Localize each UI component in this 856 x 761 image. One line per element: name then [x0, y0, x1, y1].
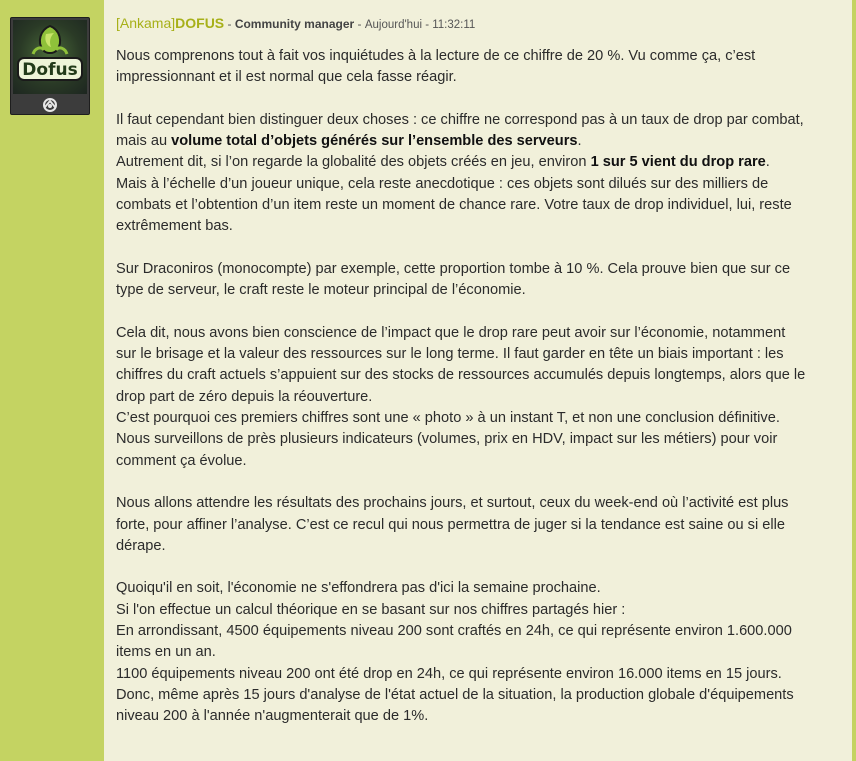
rank-badge — [11, 96, 89, 114]
author-sidebar — [0, 0, 104, 761]
svg-text:Dofus: Dofus — [22, 60, 78, 80]
paragraph: Quoiqu'il en soit, l'économie ne s'effondrera pas d'ici la semaine prochaine. Si l'on effectue un calcul théorique en se basant sur nos chiffres partagés hier : En arrondissant, 4500 équipements niveau 200 sont craftés en 24h, ce qui représente environ 1.600.000 items en un an. 1100 équipements niveau 200 ont été drop en 24h, ce qui représente environ 16.000 items en 15 jours. Donc, même après 15 jours d'analyse de l'état actuel de la situation, la production globale d'équipements niveau 200 à l'année n'augmenterait que de 1%. — [116, 580, 794, 725]
author-role: Community manager — [234, 17, 355, 31]
ankama-badge-icon — [42, 97, 58, 113]
dofus-logo-icon — [13, 20, 87, 94]
post-date: Aujourd'hui - 11:32:11 — [364, 19, 476, 31]
avatar[interactable] — [13, 20, 87, 94]
paragraph: Sur Draconiros (monocompte) par exemple, cette proportion tombe à 10 %. Cela prouve bien que sur ce type de serveur, le craft reste le moteur principal de l’économie. — [116, 260, 791, 299]
bold-text: volume total d’objets générés sur l’ensemble des serveurs — [171, 133, 578, 150]
paragraph: Il faut cependant bien distinguer deux choses : ce chiffre ne correspond pas à un taux de drop par combat, mais au volume total d’objets générés sur l’ensemble des serveurs. Autrement dit, si l’on regarde la globalité des objets créés en jeu, environ 1 sur 5 vient du drop rare. Mais à l’échelle d’un joueur unique, cela reste anecdotique : ces objets sont dilués sur des milliers de combats et l’obtention d’un item reste un moment de chance rare. Votre taux de drop individuel, lui, reste extrêmement bas. — [116, 111, 804, 235]
paragraph: Nous comprenons tout à fait vos inquiétudes à la lecture de ce chiffre de 20 %. Vu comme ça, c’est impressionnant et il est normal que cela fasse réagir. — [116, 48, 756, 86]
bold-text: 1 sur 5 vient du drop rare — [590, 154, 766, 171]
post-content — [104, 0, 852, 761]
avatar-card[interactable] — [10, 17, 90, 115]
frame-edge — [852, 0, 856, 761]
post-body — [116, 46, 806, 749]
author-name-link[interactable]: [Ankama]DOFUS — [116, 15, 225, 31]
post-header: [Ankama]DOFUS - Community manager - Aujourd'hui - 11:32:11 — [116, 15, 476, 31]
paragraph: Cela dit, nous avons bien conscience de l’impact que le drop rare peut avoir sur l’économie, notamment sur le brisage et la valeur des ressources sur le long terme. Il faut garder en tête un biais important : les chiffres du craft actuels s’appuient sur des stocks de ressources accumulés depuis longtemps, alors que le drop part de zéro depuis la réouverture. C’est pourquoi ces premiers chiffres sont une « photo » à un instant T, et non une conclusion définitive. Nous surveillons de près plusieurs indicateurs (volumes, prix en HDV, impact sur les métiers) pour voir comment ça évolue. — [116, 324, 806, 469]
paragraph: Nous allons attendre les résultats des prochains jours, et surtout, ceux du week-end où l’activité est plus forte, pour affiner l’analyse. C’est ce recul qui nous permettra de juger si la tendance est saine ou si elle dérape. — [116, 495, 789, 554]
